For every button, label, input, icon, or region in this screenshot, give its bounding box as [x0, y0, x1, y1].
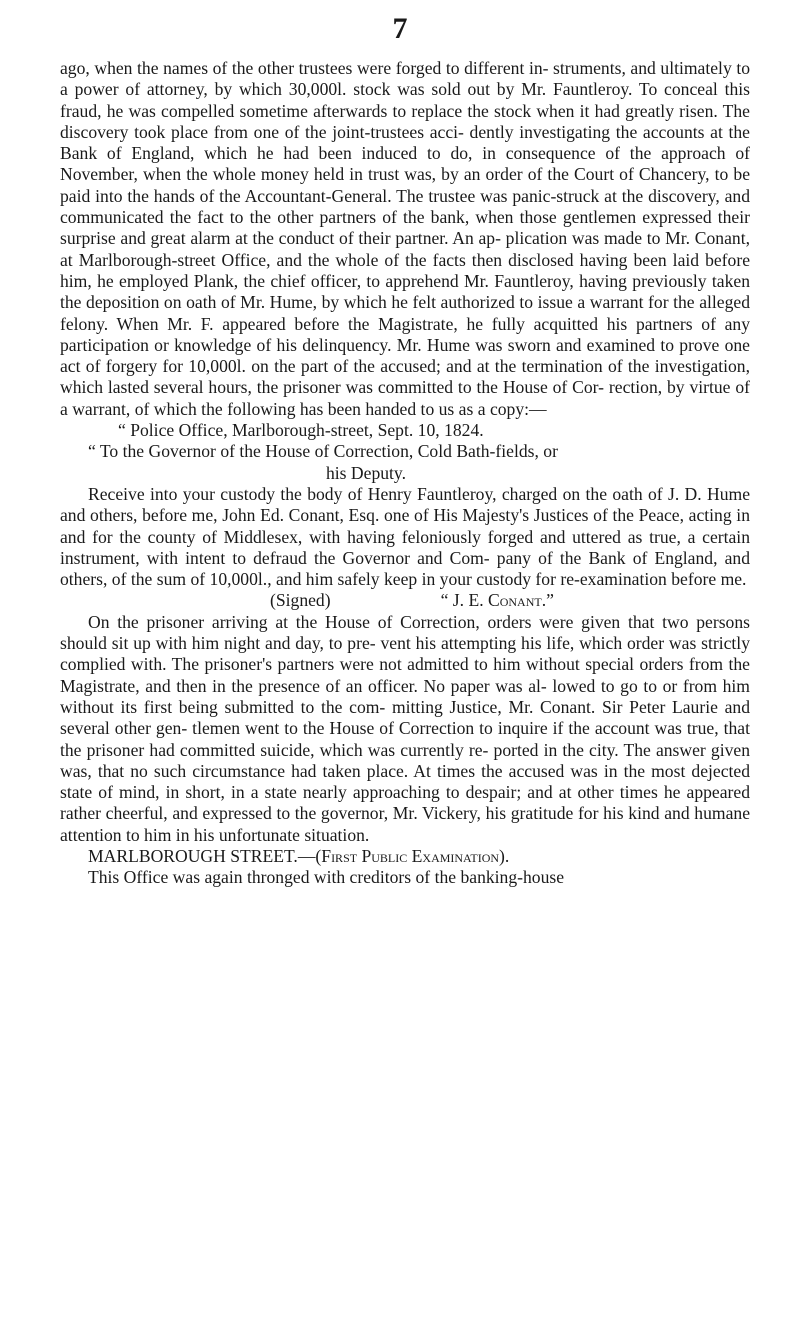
- section-subtitle: —(First Public Examination).: [297, 845, 510, 866]
- signed-name: “ J. E. Conant.”: [440, 590, 554, 611]
- section-heading: [60, 846, 750, 867]
- warrant-address-continuation: his Deputy.: [326, 462, 406, 483]
- paragraph-opening: ago, when the names of the other trustees were forged to different in- struments, and ultimately to a power of attorney, by which 30,000l. stock was sold out by Mr. Fauntleroy. To conceal this fraud, he was compelled sometime afterwards to replace the stock when it had greatly risen. The discovery took place from one of the joint-trustees acci- dently investigating the accounts at the Bank of England, which he had been induced to do, in consequence of the approach of November, when the whole money held in trust was, by an order of the Court of Chancery, to be paid into the hands of the Accountant-General. The trustee was panic-struck at the discovery, and communicated the fact to the other partners of the bank, when those gentlemen expressed their surprise and great alarm at the conduct of their partner. An ap- plication was made to Mr. Conant, at Marlborough-street Office, and the whole of the facts then disclosed having been laid before him, he employed Plank, the chief officer, to apprehend Mr. Fauntleroy, having previously taken the deposition on oath of Mr. Hume, by which he felt authorized to issue a warrant for the alleged felony. When Mr. F. appeared before the Magistrate, he fully acquitted his partners of any participation or knowledge of his delinquency. Mr. Hume was sworn and examined to prove one act of forgery for 10,000l. on the part of the accused; and at the termination of the investigation, which lasted several hours, the prisoner was committed to the House of Cor- rection, by virtue of a warrant, of which the following has been handed to us as a copy:—: [60, 58, 750, 419]
- section-title: MARLBOROUGH STREET.: [88, 845, 298, 866]
- warrant-dateline: “ Police Office, Marlborough-street, Sept. 10, 1824.: [118, 420, 484, 441]
- warrant-address: [88, 441, 750, 484]
- warrant-signature: [60, 590, 750, 611]
- paragraph-prisoner: On the prisoner arriving at the House of Correction, orders were given that two persons should sit up with him night and day, to pre- vent his attempting his life, which order was strictly complied with. The prisoner's partners were not admitted to him without special orders from the Magistrate, and then in the presence of an officer. No paper was al- lowed to go to or from him without its first being submitted to the com- mitting Justice, Mr. Conant. Sir Peter Laurie and several other gen- tlemen went to the House of Correction to inquire if the account was true, that the prisoner had committed suicide, which was currently re- ported in the city. The answer given was, that no such circumstance had taken place. At times the accused was in the most dejected state of mind, in short, in a state nearly approaching to despair; and at other times he appeared rather cheerful, and expressed to the governor, Mr. Vickery, his gratitude for his kind and humane attention to him in his unfortunate situation.: [60, 611, 750, 845]
- signed-label: (Signed): [270, 590, 331, 611]
- page-number: 7: [392, 12, 408, 45]
- page-body: [60, 58, 750, 889]
- paragraph-last-line: This Office was again thronged with creditors of the banking-house: [88, 867, 565, 888]
- warrant-body: Receive into your custody the body of Henry Fauntleroy, charged on the oath of J. D. Hume and others, before me, John Ed. Conant, Esq. one of His Majesty's Justices of the Peace, acting in and for the county of Middlesex, with having feloniously forged and uttered as true, a certain instrument, with intent to defraud the Governor and Com- pany of the Bank of England, and others, of the sum of 10,000l., and him safely keep in your custody for re-examination before me.: [60, 483, 750, 590]
- warrant-address-line: “ To the Governor of the House of Correction, Cold Bath-fields, or: [88, 441, 558, 462]
